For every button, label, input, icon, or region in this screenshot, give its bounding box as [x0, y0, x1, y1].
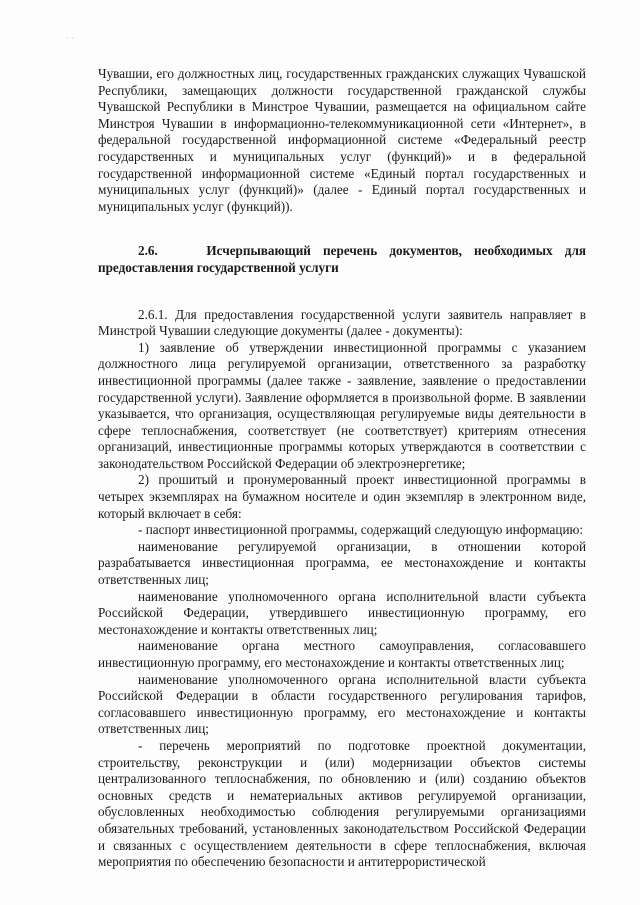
scan-corner-mark: · ·: [66, 34, 74, 43]
paragraph-tariff-authority: наименование уполномоченного органа исполнительной власти субъекта Российской Федерации в области государственного регулирования тарифов, согласовавшего инвестиционную программу, его местонахождение и контакты ответственных лиц;: [98, 671, 586, 737]
paragraph-item-2: 2) прошитый и пронумерованный проект инвестиционной программы в четырех экземплярах на бумажном носителе и один экземпляр в электронном виде, который включает в себя:: [98, 472, 586, 521]
section-number: 2.6.: [138, 243, 158, 259]
paragraph-contacts-publication: Чувашии, его должностных лиц, государственных гражданских служащих Чувашской Республики, замещающих должности государственной гражданской службы Чувашской Республики в Минстрое Чувашии, размещается на официальном сайте Минстроя Чувашии в информационно-телекоммуникационной сети «Интернет», в федеральной государственной информационной системе «Федеральный реестр государственных и муниципальных услуг (функций)» и в федеральной государственной информационной системе «Единый портал государственных и муниципальных услуг (функций)» (далее - Единый портал государственных и муниципальных услуг (функций)).: [98, 66, 586, 214]
paragraph-local-government: наименование органа местного самоуправления, согласовавшего инвестиционную программу, его местонахождение и контакты ответственных лиц;: [98, 638, 586, 670]
paragraph-organization-name: наименование регулируемой организации, в отношении которой разрабатывается инвестиционная программа, ее местонахождение и контакты ответственных лиц;: [98, 538, 586, 588]
section-heading-2-6: [98, 243, 586, 276]
paragraph-passport: - паспорт инвестиционной программы, содержащий следующую информацию:: [138, 522, 584, 538]
paragraph-executive-authority: наименование уполномоченного органа исполнительной власти субъекта Российской Федерации, утвердившего инвестиционную программу, его местонахождение и контакты ответственных лиц;: [98, 588, 586, 637]
paragraph-measures-list: - перечень мероприятий по подготовке проектной документации, строительству, реконструкции и (или) модернизации объектов системы централизованного теплоснабжения, по обновлению и (или) созданию объектов основных средств и нематериальных активов регулируемой организации, обусловленных необходимостью соблюдения регулируемыми организациями обязательных требований, установленных законодательством Российской Федерации и связанных с осуществлением деятельности в сфере теплоснабжения, включая мероприятия по обеспечению безопасности и антитеррористической: [98, 737, 586, 870]
paragraph-2-6-1: 2.6.1. Для предоставления государственной услуги заявитель направляет в Минстрой Чувашии следующие документы (далее - документы):: [98, 306, 586, 339]
paragraph-item-1: 1) заявление об утверждении инвестиционной программы с указанием должностного лица регулируемой организации, ответственного за разработку инвестиционной программы (далее также - заявление, заявление о предоставлении государственной услуги). Заявление оформляется в произвольной форме. В заявлении указывается, что организация, осуществляющая регулируемые виды деятельности в сфере теплоснабжения, соответствует (не соответствует) критериям отнесения организаций, инвестиционные программы которых утверждаются в соответствии с законодательством Российской Федерации об электроэнергетике;: [98, 339, 586, 471]
document-body: [98, 66, 586, 871]
section-title: Исчерпывающий перечень документов, необходимых для предоставления государственной услуги: [98, 243, 586, 275]
